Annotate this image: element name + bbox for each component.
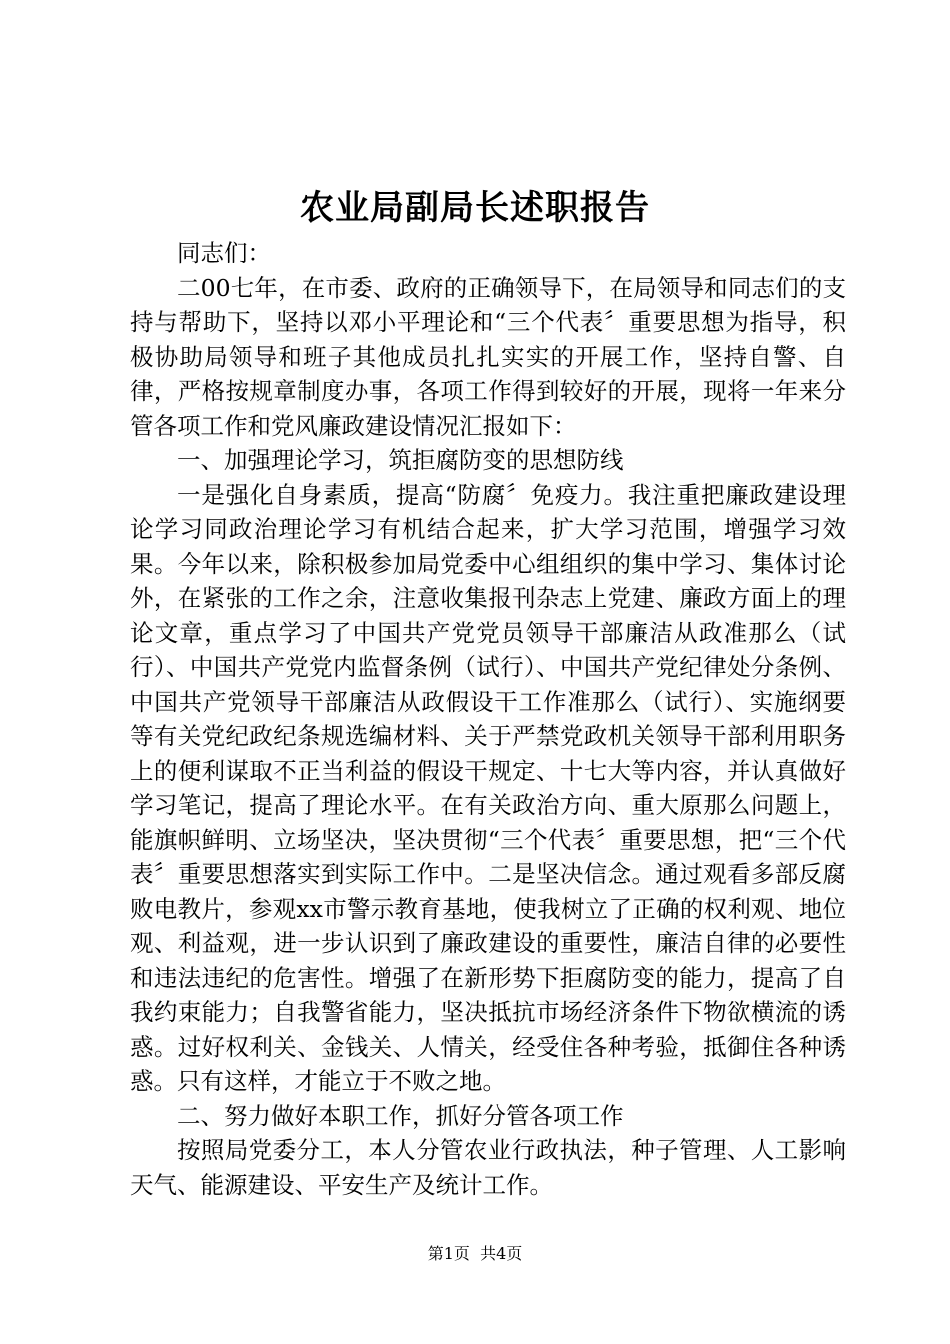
section-1-paragraph: 一是强化自身素质，提高“防腐〞免疫力。我注重把廉政建设理论学习同政治理论学习有机结合起来，扩大学习范围，增强学习效果。今年以来，除积极参加局党委中心组组织的集中学习、集体讨论外，在紧张的工作之余，注意收集报刊杂志上党建、廉政方面上的理论文章，重点学习了中国共产党党员领导干部廉洁从政准那么（试行）、中国共产党党内监督条例（试行）、中国共产党纪律处分条例、中国共产党领导干部廉洁从政假设干工作准那么（试行）、实施纲要等有关党纪政纪条规选编材料、关于严禁党政机关领导干部利用职务上的便利谋取不正当利益的假设干规定、十七大等内容，并认真做好学习笔记，提高了理论水平。在有关政治方向、重大原那么问题上，能旗帜鲜明、立场坚决，坚决贯彻“三个代表〞重要思想，把“三个代表〞重要思想落实到实际工作中。二是坚决信念。通过观看多部反腐败电教片，参观xx市警示教育基地，使我树立了正确的权利观、地位观、利益观，进一步认识到了廉政建设的重要性，廉洁自律的必要性和违法违纪的危害性。增强了在新形势下拒腐防变的能力，提高了自我约束能力；自我警省能力，坚决抵抗市场经济条件下物欲横流的诱惑。过好权利关、金钱关、人情关，经受住各种考验，抵御住各种诱惑。只有这样，才能立于不败之地。 (130, 480, 846, 1095)
intro-paragraph: 二00七年，在市委、政府的正确领导下，在局领导和同志们的支持与帮助下，坚持以邓小平理论和“三个代表〞重要思想为指导，积极协助局领导和班子其他成员扎扎实实的开展工作，坚持自警、自律，严格按规章制度办事，各项工作得到较好的开展，现将一年来分管各项工作和党风廉政建设情况汇报如下： (130, 273, 846, 440)
page-number-total: 共4页 (480, 1244, 523, 1263)
document-body (130, 236, 846, 1202)
section-2-paragraph: 按照局党委分工，本人分管农业行政执法，种子管理、人工影响天气、能源建设、平安生产及统计工作。 (130, 1136, 846, 1199)
page-footer (0, 1242, 950, 1266)
section-heading-1: 一、加强理论学习，筑拒腐防变的思想防线 (177, 446, 624, 474)
page-number-current: 第1页 (427, 1244, 470, 1263)
document-title: 农业局副局长述职报告 (300, 188, 650, 228)
section-heading-2: 二、努力做好本职工作，抓好分管各项工作 (177, 1101, 624, 1130)
salutation: 同志们： (177, 239, 271, 267)
footer-separator (470, 1244, 480, 1263)
